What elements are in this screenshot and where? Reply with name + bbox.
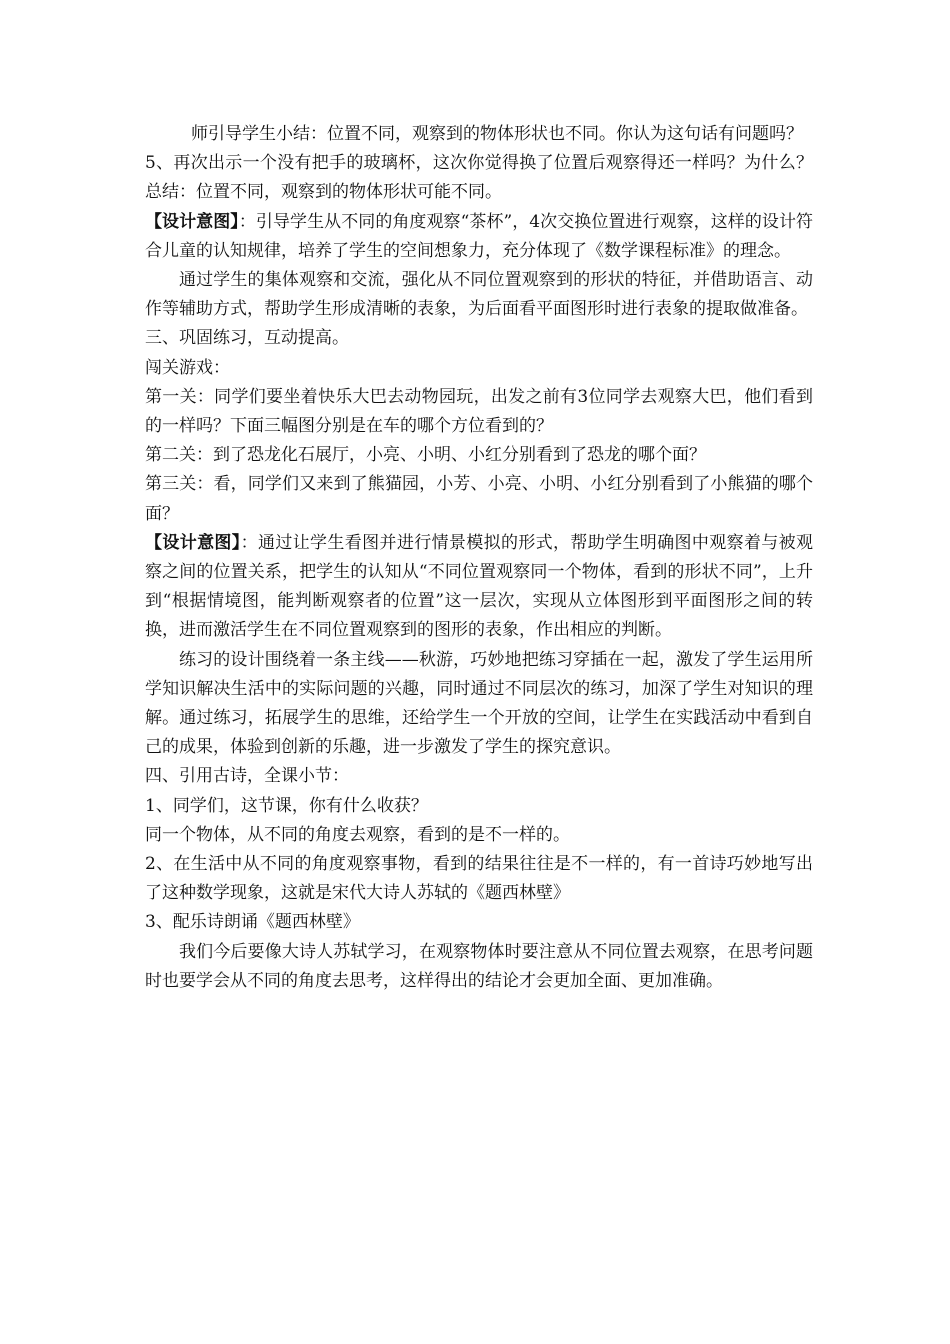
paragraph-conclusion: 我们今后要像大诗人苏轼学习，在观察物体时要注意从不同位置去观察，在思考问题时也要学会从不同的角度去思考，这样得出的结论才会更加全面、更加准确。 bbox=[145, 941, 813, 991]
section-heading-3: 三、巩固练习，互动提高。 bbox=[145, 328, 349, 349]
paragraph-level-1: 第一关：同学们要坐着快乐大巴去动物园玩，出发之前有3位同学去观察大巴，他们看到的一样吗？下面三幅图分别是在车的哪个方位看到的？ bbox=[145, 386, 813, 437]
paragraph-practice-design: 练习的设计围绕着一条主线——秋游，巧妙地把练习穿插在一起，激发了学生运用所学知识解决生活中的实际问题的兴趣，同时通过不同层次的练习，加深了学生对知识的理解。通过练习，拓展学生的思维，还给学生一个开放的空间，让学生在实践活动中看到自己的成果，体验到创新的乐趣，进一步激发了学生的探究意识。 bbox=[145, 649, 813, 758]
section-heading-4: 四、引用古诗，全课小节： bbox=[145, 766, 349, 787]
design-intent-label: 【设计意图】 bbox=[145, 211, 239, 232]
paragraph-teacher-summary: 师引导学生小结：位置不同，观察到的物体形状也不同。你认为这句话有问题吗？ bbox=[191, 124, 803, 144]
paragraph-answer-1: 同一个物体，从不同的角度去观察，看到的是不一样的。 bbox=[145, 824, 570, 845]
design-intent-text: ：引导学生从不同的角度观察“茶杯”，4次交换位置进行观察，这样的设计符合儿童的认知规律，培养了学生的空间想象力，充分体现了《数学课程标准》的理念。 bbox=[145, 211, 814, 261]
paragraph-step-5: 5、再次出示一个没有把手的玻璃杯，这次你觉得换了位置后观察得还一样吗？为什么？总结：位置不同，观察到的物体形状可能不同。 bbox=[145, 153, 813, 203]
paragraph-level-3: 第三关：看，同学们又来到了熊猫园，小芳、小亮、小明、小红分别看到了小熊猫的哪个面？ bbox=[145, 474, 813, 524]
paragraph-design-intent-2 bbox=[145, 529, 813, 646]
paragraph-observation-exchange: 通过学生的集体观察和交流，强化从不同位置观察到的形状的特征，并借助语言、动作等辅助方式，帮助学生形成清晰的表象，为后面看平面图形时进行表象的提取做准备。 bbox=[145, 270, 813, 320]
design-intent-text: ：通过让学生看图并进行情景模拟的形式，帮助学生明确图中观察着与被观察之间的位置关系，把学生的认知从“不同位置观察同一个物体，看到的形状不同”，上升到“根据情境图，能判断观察者的位置”这一层次，实现从立体图形到平面图形之间的转换，进而激活学生在不同位置观察到的图形的表象，作出相应的判断。 bbox=[145, 532, 814, 641]
paragraph-design-intent-1 bbox=[145, 208, 813, 266]
document-body bbox=[145, 120, 813, 996]
paragraph-game-title: 闯关游戏： bbox=[145, 357, 230, 378]
paragraph-item-2: 2、在生活中从不同的角度观察事物，看到的结果往往是不一样的，有一首诗巧妙地写出了这种数学现象，这就是宋代大诗人苏轼的《题西林壁》 bbox=[145, 854, 813, 904]
paragraph-item-1: 1、同学们，这节课，你有什么收获？ bbox=[145, 795, 428, 816]
paragraph-level-2: 第二关：到了恐龙化石展厅，小亮、小明、小红分别看到了恐龙的哪个面？ bbox=[145, 445, 706, 466]
design-intent-label: 【设计意图】 bbox=[145, 532, 241, 553]
paragraph-item-3: 3、配乐诗朗诵《题西林壁》 bbox=[145, 912, 360, 933]
